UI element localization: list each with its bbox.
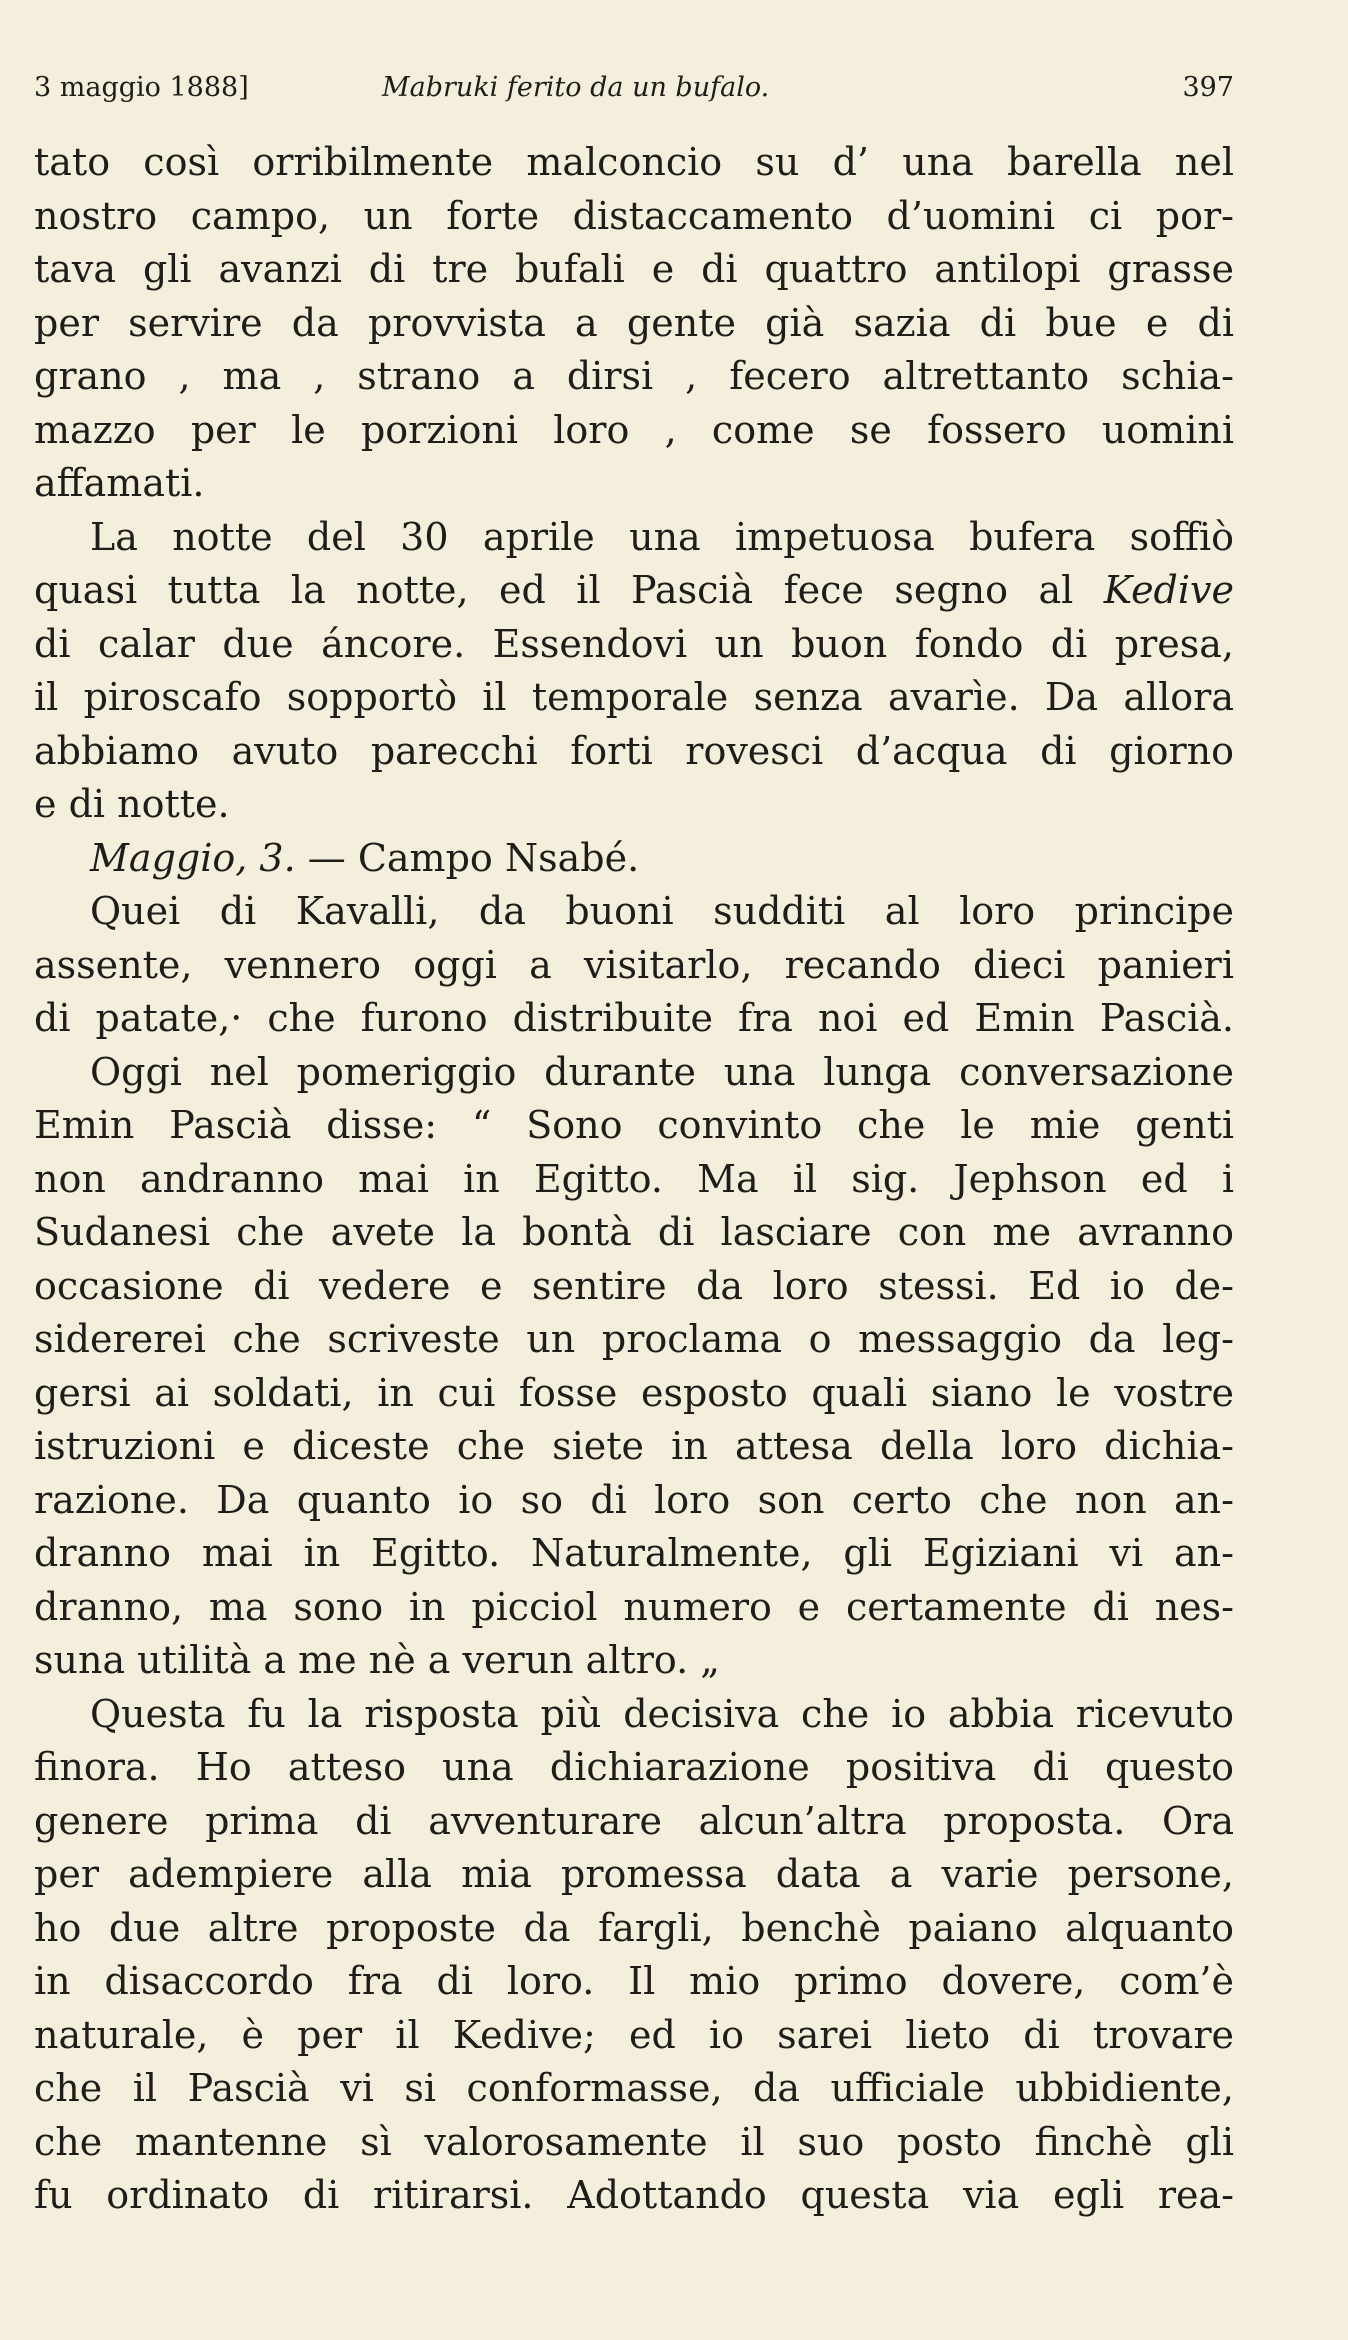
text-line: naturale, è per il Kedive; ed io sarei lieto di trovare — [34, 2012, 1234, 2057]
text-line: Sudanesi che avete la bontà di lasciare con me avranno — [34, 1210, 1234, 1254]
text-line: mazzo per le porzioni loro , come se fossero uomini — [34, 407, 1234, 452]
date-italic: Maggio, 3. — [90, 835, 296, 880]
text-line — [34, 564, 1234, 618]
text-line: istruzioni e diceste che siete in attesa della loro dichia- — [34, 1424, 1234, 1468]
text-segment: quasi tutta la notte, ed il Pascià fece segno al — [34, 568, 1104, 612]
camp-name: — Campo Nsabé. — [295, 835, 640, 880]
text-line: suna utilità a me nè a verun altro. „ — [34, 1638, 720, 1682]
body-text — [34, 136, 1234, 2223]
text-line: genere prima di avventurare alcun’altra proposta. Ora — [34, 1798, 1234, 1843]
text-line: occasione di vedere e sentire da loro stessi. Ed io de- — [34, 1263, 1234, 1308]
text-line: che il Pascià vi si conformasse, da ufficiale ubbidiente, — [34, 2066, 1234, 2110]
text-line: Questa fu la risposta più decisiva che io abbia ricevuto — [90, 1691, 1234, 1736]
text-line: tato così orribilmente malconcio su d’ una barella nel — [34, 140, 1234, 184]
text-line: non andranno mai in Egitto. Ma il sig. Jephson ed i — [34, 1156, 1234, 1201]
text-line: per servire da provvista a gente già sazia di bue e di — [34, 300, 1234, 345]
text-line: ho due altre proposte da fargli, benchè paiano alquanto — [34, 1905, 1234, 1950]
text-line: tava gli avanzi di tre bufali e di quattro antilopi grasse — [34, 247, 1234, 291]
text-line: assente, vennero oggi a visitarlo, recando dieci panieri — [34, 942, 1234, 987]
page-number: 397 — [1182, 72, 1234, 103]
header-chapter-title: Mabruki ferito da un bufalo. — [382, 72, 770, 103]
date-heading — [34, 832, 1234, 886]
text-line: La notte del 30 aprile una impetuosa bufera soffiò — [90, 514, 1234, 559]
text-line: abbiamo avuto parecchi forti rovesci d’acqua di giorno — [34, 728, 1234, 773]
text-line: grano , ma , strano a dirsi , fecero altrettanto schia- — [34, 354, 1234, 398]
text-line: Emin Pascià disse: “ Sono convinto che le mie genti — [34, 1103, 1234, 1147]
text-line: dranno, ma sono in picciol numero e certamente di nes- — [34, 1584, 1234, 1629]
text-line: di patate,· che furono distribuite fra noi ed Emin Pascià. — [34, 996, 1234, 1040]
text-line: affamati. — [34, 461, 205, 505]
text-line: il piroscafo sopportò il temporale senza avarìe. Da allora — [34, 675, 1234, 719]
header-date: 3 maggio 1888] — [34, 72, 249, 103]
text-line: in disaccordo fra di loro. Il mio primo dovere, com’è — [34, 1959, 1234, 2003]
ship-name-italic: Kedive — [1103, 568, 1234, 612]
text-line: di calar due áncore. Essendovi un buon fondo di presa, — [34, 621, 1234, 666]
text-line: sidererei che scriveste un proclama o messaggio da leg- — [34, 1317, 1234, 1361]
running-header — [34, 68, 1234, 108]
text-line: gersi ai soldati, in cui fosse esposto quali siano le vostre — [34, 1370, 1234, 1415]
text-line: finora. Ho atteso una dichiarazione positiva di questo — [34, 1745, 1234, 1789]
text-line: Oggi nel pomeriggio durante una lunga conversazione — [90, 1049, 1234, 1094]
text-line: Quei di Kavalli, da buoni sudditi al loro principe — [90, 889, 1234, 933]
text-line: nostro campo, un forte distaccamento d’uomini ci por- — [34, 193, 1234, 238]
text-line: e di notte. — [34, 782, 230, 826]
text-line: per adempiere alla mia promessa data a varie persone, — [34, 1852, 1234, 1896]
text-line: fu ordinato di ritirarsi. Adottando questa via egli rea- — [34, 2173, 1234, 2217]
text-line: dranno mai in Egitto. Naturalmente, gli Egiziani vi an- — [34, 1531, 1234, 1575]
text-line: razione. Da quanto io so di loro son certo che non an- — [34, 1477, 1234, 1522]
text-line: che mantenne sì valorosamente il suo posto finchè gli — [34, 2119, 1234, 2164]
